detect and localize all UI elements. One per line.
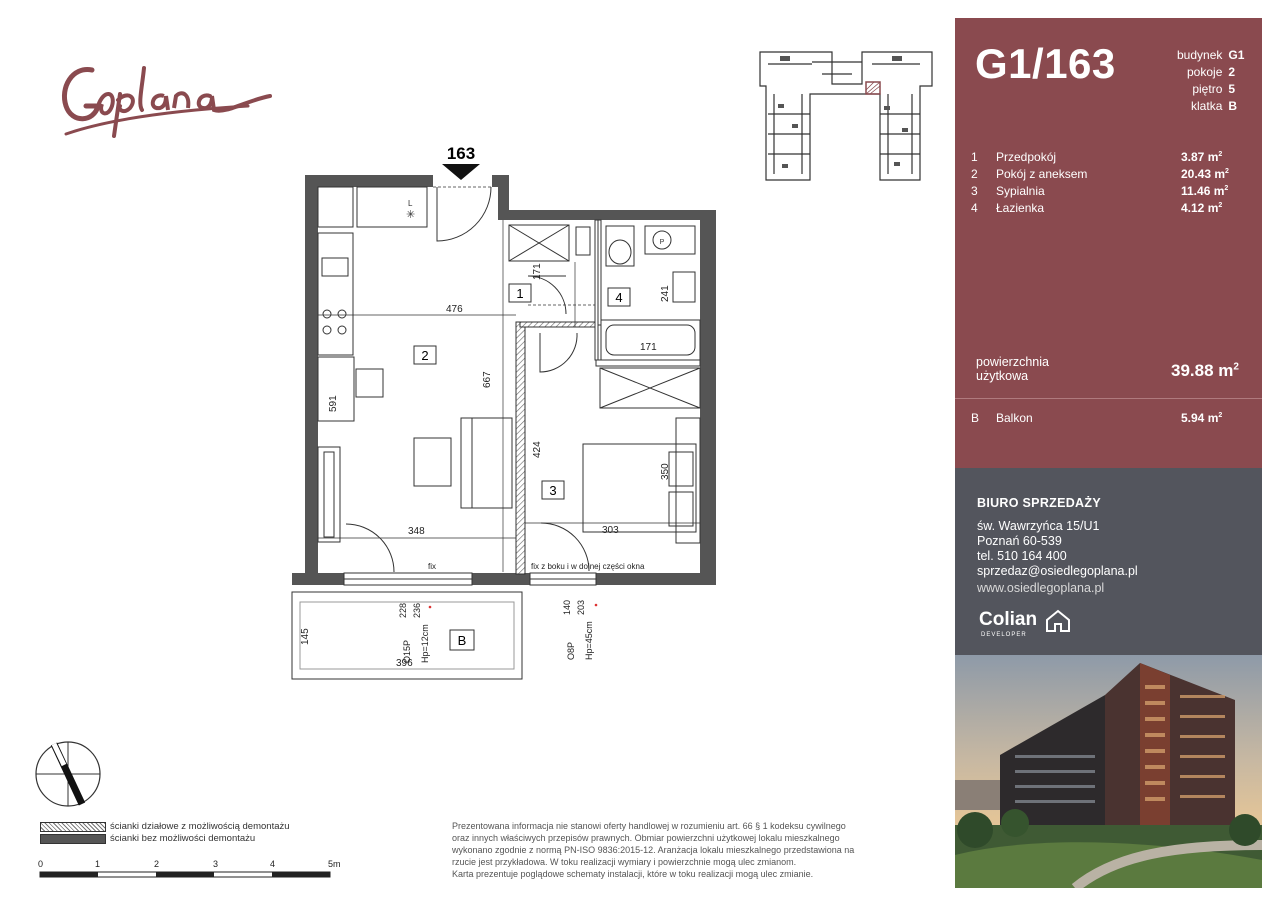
room-label-1: 1 [516, 286, 524, 301]
room-name: Przedpokój [996, 150, 1057, 164]
house-icon [1047, 611, 1069, 631]
balcony-row [971, 411, 1241, 425]
building-label: budynek [1177, 48, 1223, 62]
sales-website-link[interactable]: www.osiedlegoplana.pl [977, 581, 1105, 595]
legend-solid-label: ścianki bez możliwości demontażu [110, 833, 256, 844]
legend-solid [40, 833, 255, 844]
dim-348: 348 [408, 526, 425, 537]
panel-divider [955, 398, 1262, 399]
scale-label-3: 3 [213, 859, 219, 869]
balcony-area: 5.94 $m^2$ [1181, 411, 1223, 425]
entry-arrow [442, 164, 480, 180]
floor-plan [280, 140, 720, 700]
usable-area-label-line2: użytkowa [976, 369, 1029, 383]
dim-236: 236 [412, 602, 422, 618]
developer-sub: DEVELOPER [981, 632, 1027, 638]
room-name: Łazienka [996, 201, 1045, 215]
legend-hatched-swatch [40, 822, 106, 832]
colian-developer-logo [979, 605, 1099, 639]
room-label-balcony: B [457, 633, 467, 648]
stairwell-label: klatka [1191, 99, 1223, 113]
room-row [971, 150, 1241, 164]
dim-424: 424 [532, 441, 543, 458]
building-rendering-image [955, 655, 1262, 888]
balcony-number: B [971, 411, 980, 425]
dim-171-bath: 171 [640, 342, 657, 353]
sales-email[interactable]: sprzedaz@osiedlegoplana.pl [977, 564, 1138, 578]
window2-hp: Hp=45cm [584, 621, 594, 660]
window2-code: O8P [566, 641, 576, 660]
unit-code: G1/163 [975, 40, 1116, 87]
disclaimer [452, 820, 892, 880]
rooms-label: pokoje [1187, 65, 1223, 79]
disclaimer-line: Karta prezentuje poglądowe schematy instalacji, które w toku realizacji mogą ulec zmianie. [452, 869, 814, 879]
usable-area-label [976, 355, 1049, 383]
room-row [971, 184, 1241, 198]
dim-303: 303 [602, 525, 619, 536]
legend-hatched [40, 821, 290, 832]
room-number: 1 [971, 150, 978, 164]
scale-label-1: 1 [95, 859, 101, 869]
room-number: 3 [971, 184, 978, 198]
dim-350: 350 [660, 463, 671, 480]
dim-591: 591 [328, 395, 339, 412]
room-row [971, 167, 1241, 181]
disclaimer-line: Prezentowana informacja nie stanowi oferty handlowej w rozumieniu art. 66 § 1 kodeksu cywilnego [452, 821, 846, 831]
room-number: 2 [971, 167, 978, 181]
room-label-4: 4 [615, 290, 623, 305]
sales-office-panel [955, 468, 1262, 655]
unit-details [1177, 47, 1250, 115]
scale-label-2: 2 [154, 859, 160, 869]
svg-text:✳: ✳ [406, 209, 416, 221]
room-row [971, 201, 1241, 215]
usable-area-value: 39.88 $m^2$ [1171, 361, 1239, 380]
disclaimer-line: wykonano zgodnie z normą PN-ISO 9836:2015-12. Aranżacja lokalu mieszkalnego przedstawiona na [452, 845, 855, 855]
sales-office-contact [977, 519, 1138, 579]
sales-city: Poznań 60-539 [977, 534, 1062, 548]
room-area: 4.12 $m^2$ [1181, 201, 1223, 215]
building-value: G1 [1228, 48, 1245, 62]
dim-228: 228 [398, 602, 408, 618]
floor-value: 5 [1228, 82, 1236, 96]
usable-area-label-line1: powierzchnia [976, 355, 1049, 369]
dim-241: 241 [660, 285, 671, 302]
scale-label-4: 4 [270, 859, 276, 869]
room-name: Pokój z aneksem [996, 167, 1088, 181]
scale-label-0: 0 [38, 859, 44, 869]
room-label-3: 3 [549, 483, 557, 498]
legend-solid-swatch [40, 834, 106, 844]
logo-text: Goplana [52, 48, 56, 49]
dim-171-hall: 171 [532, 263, 543, 280]
dim-203: 203 [576, 599, 586, 615]
dim-667: 667 [482, 371, 493, 388]
disclaimer-line: oraz innych właściwych przepisów prawnych. Obmiar powierzchni użytkowej lokalu mieszkalnego [452, 833, 840, 843]
room-area: 20.43 $m^2$ [1181, 167, 1229, 181]
sales-office-title: BIURO SPRZEDAŻY [977, 496, 1101, 510]
room-label-2: 2 [421, 348, 429, 363]
fix-label: fix [428, 562, 436, 571]
window1-code: O15P [402, 639, 412, 663]
stairwell-value: B [1228, 99, 1238, 113]
building-key-plan [752, 44, 942, 186]
room-name: Sypialnia [996, 184, 1045, 198]
scale-bar [34, 856, 354, 896]
goplana-logo [52, 48, 282, 143]
dim-145: 145 [300, 628, 311, 645]
fix-side-label: fix z boku i w dolnej części okna [531, 562, 645, 571]
sales-phone[interactable]: tel. 510 164 400 [977, 549, 1067, 563]
dim-396: 396 [396, 658, 413, 669]
developer-name: Colian [979, 609, 1038, 630]
window1-hp: Hp=12cm [420, 624, 430, 663]
balcony-name: Balkon [996, 411, 1033, 425]
svg-text:L: L [408, 199, 413, 208]
room-area: 11.46 $m^2$ [1181, 184, 1229, 198]
legend-hatched-label: ścianki działowe z możliwością demontażu [110, 821, 290, 832]
scale-label-5m: 5m [328, 859, 341, 869]
disclaimer-line: rzucie jest przykładowa. W toku realizacji wymiary i powierzchnie mogą ulec zmianom. [452, 857, 797, 867]
dim-140: 140 [562, 599, 572, 615]
sales-address: św. Wawrzyńca 15/U1 [977, 519, 1100, 533]
compass-icon [34, 740, 102, 808]
unit-marker: 163 [446, 144, 476, 163]
dim-476: 476 [446, 304, 463, 315]
room-number: 4 [971, 201, 978, 215]
floor-label: piętro [1192, 82, 1223, 96]
svg-text:P: P [659, 239, 665, 246]
room-area: 3.87 $m^2$ [1181, 150, 1223, 164]
unit-info-panel [955, 18, 1262, 468]
rooms-value: 2 [1228, 65, 1236, 79]
